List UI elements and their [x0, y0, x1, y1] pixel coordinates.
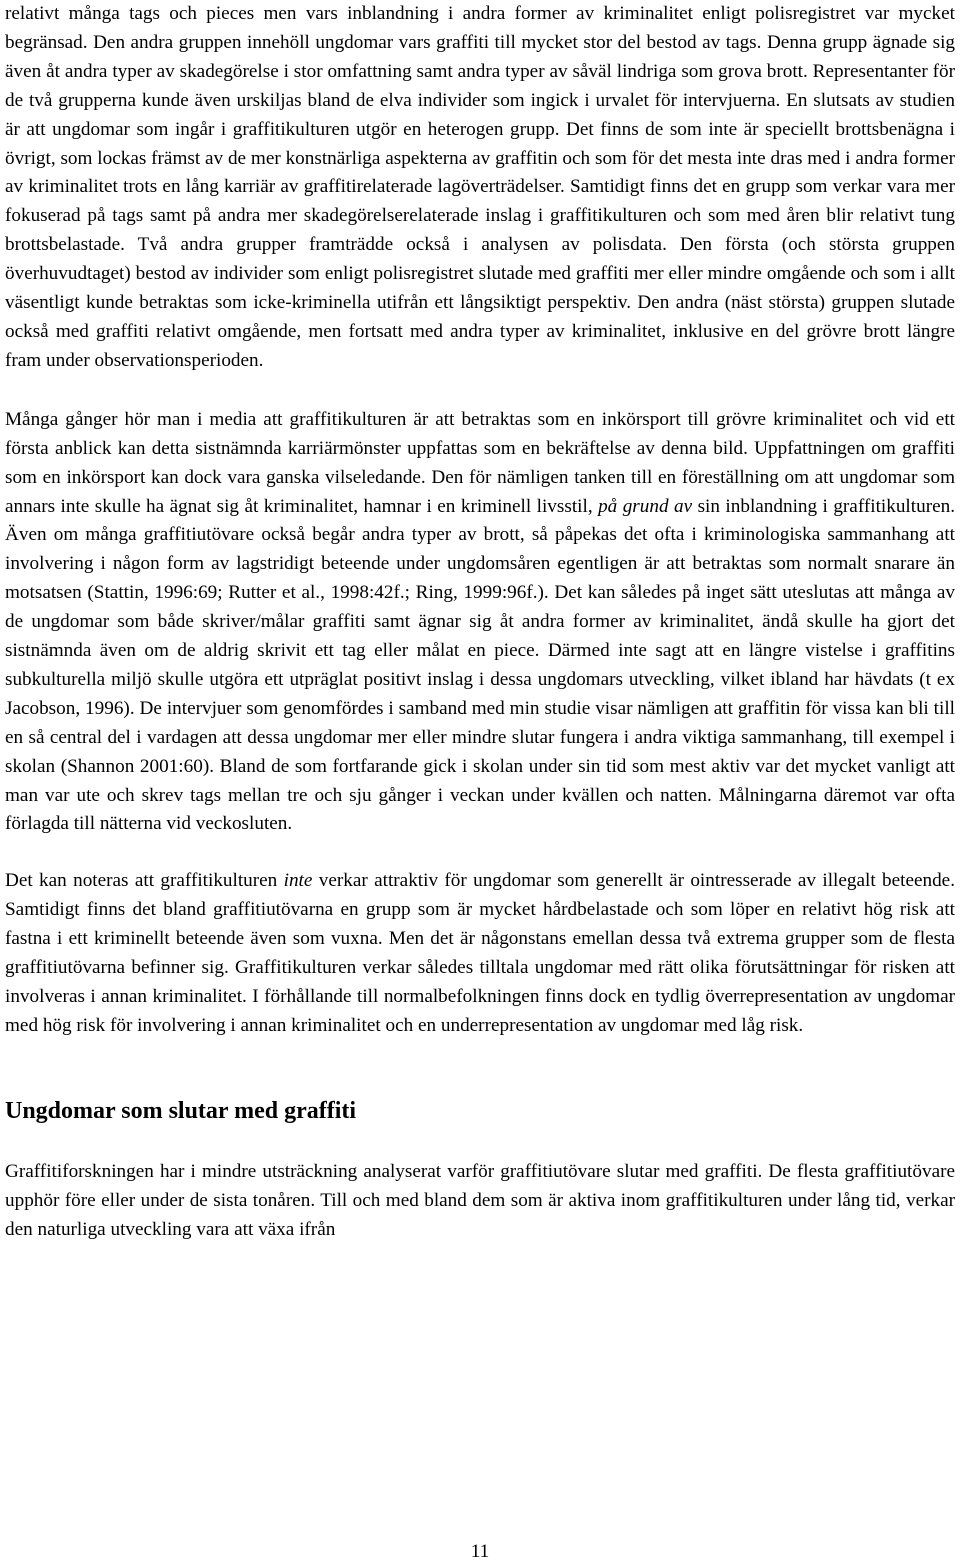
emphasized-text: inte [283, 870, 313, 892]
paragraph-text: verkar attraktiv för ungdomar som generellt är ointresserade av illegalt beteende. Samtidigt finns det bland graffitiutövarna en grupp som är mycket hårdbelastade och som löper en relativt hög risk att fastna i ett kriminellt beteende även som vuxna. Men det är någonstans emellan dessa två extrema grupper som de flesta graffitiutövarna befinner sig. Graffitikulturen verkar således tilltala ungdomar med rätt olika förutsättningar för risken att involveras i annan kriminalitet. I förhållande till normalbefolkningen finns dock en tydlig överrepresentation av ungdomar med hög risk för involvering i annan kriminalitet och en underrepresentation av ungdomar med låg risk. [5, 870, 955, 1036]
body-paragraph [5, 867, 955, 1040]
document-page [5, 0, 955, 1245]
page-number: 11 [470, 1541, 490, 1562]
paragraph-text: Graffitiforskningen har i mindre utsträckning analyserat varför graffitiutövare slutar med graffiti. De flesta graffitiutövare upphör före eller under de sista tonåren. Till och med bland dem som är aktiva inom graffitikulturen under lång tid, verkar den naturliga utveckling vara att växa ifrån [5, 1160, 955, 1240]
emphasized-text: på grund av [598, 495, 693, 517]
paragraph-text: relativt många tags och pieces men vars inblandning i andra former av kriminalitet enligt polisregistret var mycket begränsad. Den andra gruppen innehöll ungdomar vars graffiti till mycket stor del bestod av tags. Denna grupp ägnade sig även åt andra typer av skadegörelse i stor omfattning samt andra typer av såväl lindriga som grova brott. Representanter för de två grupperna kunde även urskiljas bland de elva individer som ingick i urvalet för intervjuerna. En slutsats av studien är att ungdomar som ingår i graffitikulturen utgör en heterogen grupp. Det finns de som inte är speciellt brottsbenägna i övrigt, som lockas främst av de mer konstnärliga aspekterna av graffitin och som för det mesta inte dras med i andra former av kriminalitet trots en lång karriär av graffitirelaterade lagöverträdelser. Samtidigt finns det en grupp som verkar vara mer fokuserad på tags samt på andra mer skadegörelserelaterade inslag i graffitikulturen och som med åren blir relativt tung brottsbelastade. Två andra grupper framträdde också i analysen av polisdata. Den första (och största gruppen överhuvudtaget) bestod av individer som enligt polisregistret slutade med graffiti mer eller mindre omgående och som i allt väsentligt kunde betraktas som icke-kriminella utifrån ett långsiktigt perspektiv. Den andra (näst största) gruppen slutade också med graffiti relativt omgående, men fortsatt med andra typer av kriminalitet, inklusive en del grövre brott längre fram under observationsperioden. [5, 3, 955, 371]
paragraph-text: Det kan noteras att graffitikulturen [5, 870, 284, 892]
paragraph-text: sin inblandning i graffitikulturen. Även om många graffitiutövare också begår andra typer av brott, så påpekas det ofta i kriminologiska sammanhang att involvering i någon form av lagstridigt beteende under ungdomsåren egentligen är att betraktas som normalt snarare än motsatsen (Stattin, 1996:69; Rutter et al., 1998:42f.; Ring, 1999:96f.). Det kan således på inget sätt uteslutas att många av de ungdomar som både skriver/målar graffiti samt ägnar sig åt andra former av kriminalitet, ändå skulle ha gjort det sistnämnda även om de aldrig skrivit ett tag eller målat en piece. Därmed inte sagt att en längre vistelse i graffitins subkulturella miljö skulle utgöra ett utpräglat positivt inslag i dessa ungdomars utveckling, vilket ibland har hävdats (t ex Jacobson, 1996). De intervjuer som genomfördes i samband med min studie visar nämligen att graffitin för vissa kan bli till en så central del i vardagen att dessa ungdomar mer eller mindre slutar fungera i andra viktiga sammanhang, till exempel i skolan (Shannon 2001:60). Bland de som fortfarande gick i skolan under sin tid som mest aktiv var det mycket vanligt att man var ute och skrev tags mellan tre och sju gånger i veckan under kvällen och natten. Målningarna däremot var ofta förlagda till nätterna vid veckosluten. [5, 495, 955, 835]
paragraph-text: Många gånger hör man i media att graffitikulturen är att betraktas som en inkörsport till grövre kriminalitet och vid ett första anblick kan detta sistnämnda karriärmönster uppfattas som en bekräftelse av denna bild. Uppfattningen om graffiti som en inkörsport kan dock vara ganska vilseledande. Den för nämligen tanken till en föreställning om att ungdomar som annars inte skulle ha ägnat sig åt kriminalitet, hamnar i en kriminell livsstil, [5, 408, 955, 517]
body-paragraph [5, 0, 955, 376]
body-paragraph [5, 406, 955, 840]
body-paragraph [5, 1158, 955, 1245]
section-heading: Ungdomar som slutar med graffiti [5, 1097, 357, 1124]
